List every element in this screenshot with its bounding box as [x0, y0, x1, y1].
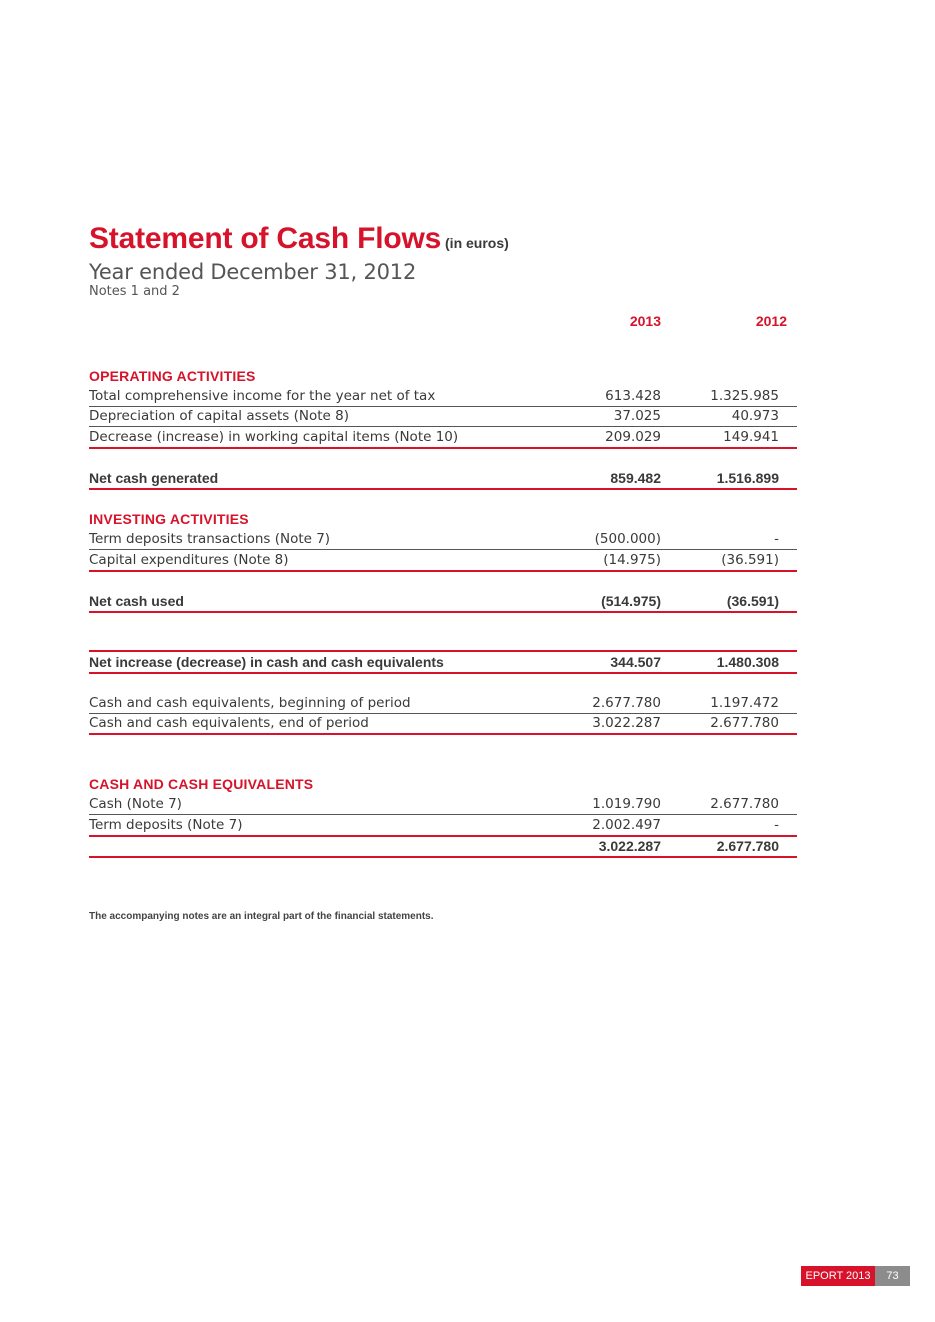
title-text: Statement of Cash Flows [89, 222, 442, 255]
column-header-2012: 2012 [755, 313, 787, 329]
page-number: 73 [875, 1266, 910, 1286]
row-value-2013: 613.428 [605, 388, 661, 404]
row-value-2013: 2.002.497 [592, 817, 661, 833]
row-value-2013: 859.482 [610, 470, 661, 486]
page-subtitle: Year ended December 31, 2012 [89, 260, 417, 284]
title-unit: (in euros) [441, 235, 509, 251]
row-label: Net cash generated [89, 470, 219, 486]
row-value-2013: 2.677.780 [592, 695, 661, 711]
total-row-net-cash-generated [89, 468, 797, 490]
page-title [89, 222, 509, 260]
page-footer [801, 1266, 910, 1286]
row-value-2012: 2.677.780 [710, 715, 779, 731]
row-label: Cash and cash equivalents, beginning of period [89, 695, 411, 711]
row-value-2013: 3.022.287 [598, 838, 661, 854]
column-header-2013: 2013 [629, 313, 661, 329]
row-label: Term deposits transactions (Note 7) [89, 531, 331, 547]
row-value-2012: - [774, 531, 779, 547]
row-value-2013: (514.975) [601, 593, 661, 609]
row-value-2013: (500.000) [594, 531, 661, 547]
table-row [89, 406, 797, 427]
section-heading-investing: INVESTING ACTIVITIES [89, 511, 249, 527]
report-label: EPORT 2013 [801, 1266, 875, 1286]
section-heading-cash-equivalents: CASH AND CASH EQUIVALENTS [89, 776, 314, 792]
table-row [89, 529, 797, 550]
row-value-2013: 344.507 [610, 654, 661, 670]
row-value-2012: 1.516.899 [716, 470, 779, 486]
row-value-2012: 149.941 [723, 429, 779, 445]
row-label: Decrease (increase) in working capital items (Note 10) [89, 429, 459, 445]
row-value-2013: 1.019.790 [592, 796, 661, 812]
row-value-2012: (36.591) [721, 552, 779, 568]
row-value-2012: 2.677.780 [716, 838, 779, 854]
row-label: Total comprehensive income for the year net of tax [89, 388, 436, 404]
table-row [89, 713, 797, 735]
row-label: Cash and cash equivalents, end of period [89, 715, 369, 731]
row-value-2012: 40.973 [731, 408, 779, 424]
row-value-2012: (36.591) [726, 593, 779, 609]
row-label: Cash (Note 7) [89, 796, 182, 812]
net-increase-row [89, 650, 797, 674]
footnote: The accompanying notes are an integral part of the financial statements. [89, 911, 434, 922]
row-value-2012: 1.197.472 [710, 695, 779, 711]
row-label: Depreciation of capital assets (Note 8) [89, 408, 349, 424]
table-row [89, 794, 797, 815]
table-row [89, 693, 797, 714]
statement-header [89, 222, 509, 300]
table-row [89, 386, 797, 407]
row-value-2012: 1.480.308 [716, 654, 779, 670]
table-row [89, 550, 797, 572]
row-value-2013: (14.975) [603, 552, 661, 568]
row-value-2013: 3.022.287 [592, 715, 661, 731]
row-label: Term deposits (Note 7) [89, 817, 243, 833]
section-heading-operating: OPERATING ACTIVITIES [89, 368, 256, 384]
row-value-2012: 2.677.780 [710, 796, 779, 812]
row-label: Net increase (decrease) in cash and cash equivalents [89, 654, 444, 670]
row-value-2013: 209.029 [605, 429, 661, 445]
total-row-cash-equivalents [89, 836, 797, 858]
row-value-2012: - [774, 817, 779, 833]
row-value-2013: 37.025 [613, 408, 661, 424]
row-label: Capital expenditures (Note 8) [89, 552, 289, 568]
table-row [89, 427, 797, 449]
total-row-net-cash-used [89, 591, 797, 613]
row-value-2012: 1.325.985 [710, 388, 779, 404]
row-label: Net cash used [89, 593, 184, 609]
table-row [89, 815, 797, 837]
notes-reference: Notes 1 and 2 [89, 284, 180, 299]
